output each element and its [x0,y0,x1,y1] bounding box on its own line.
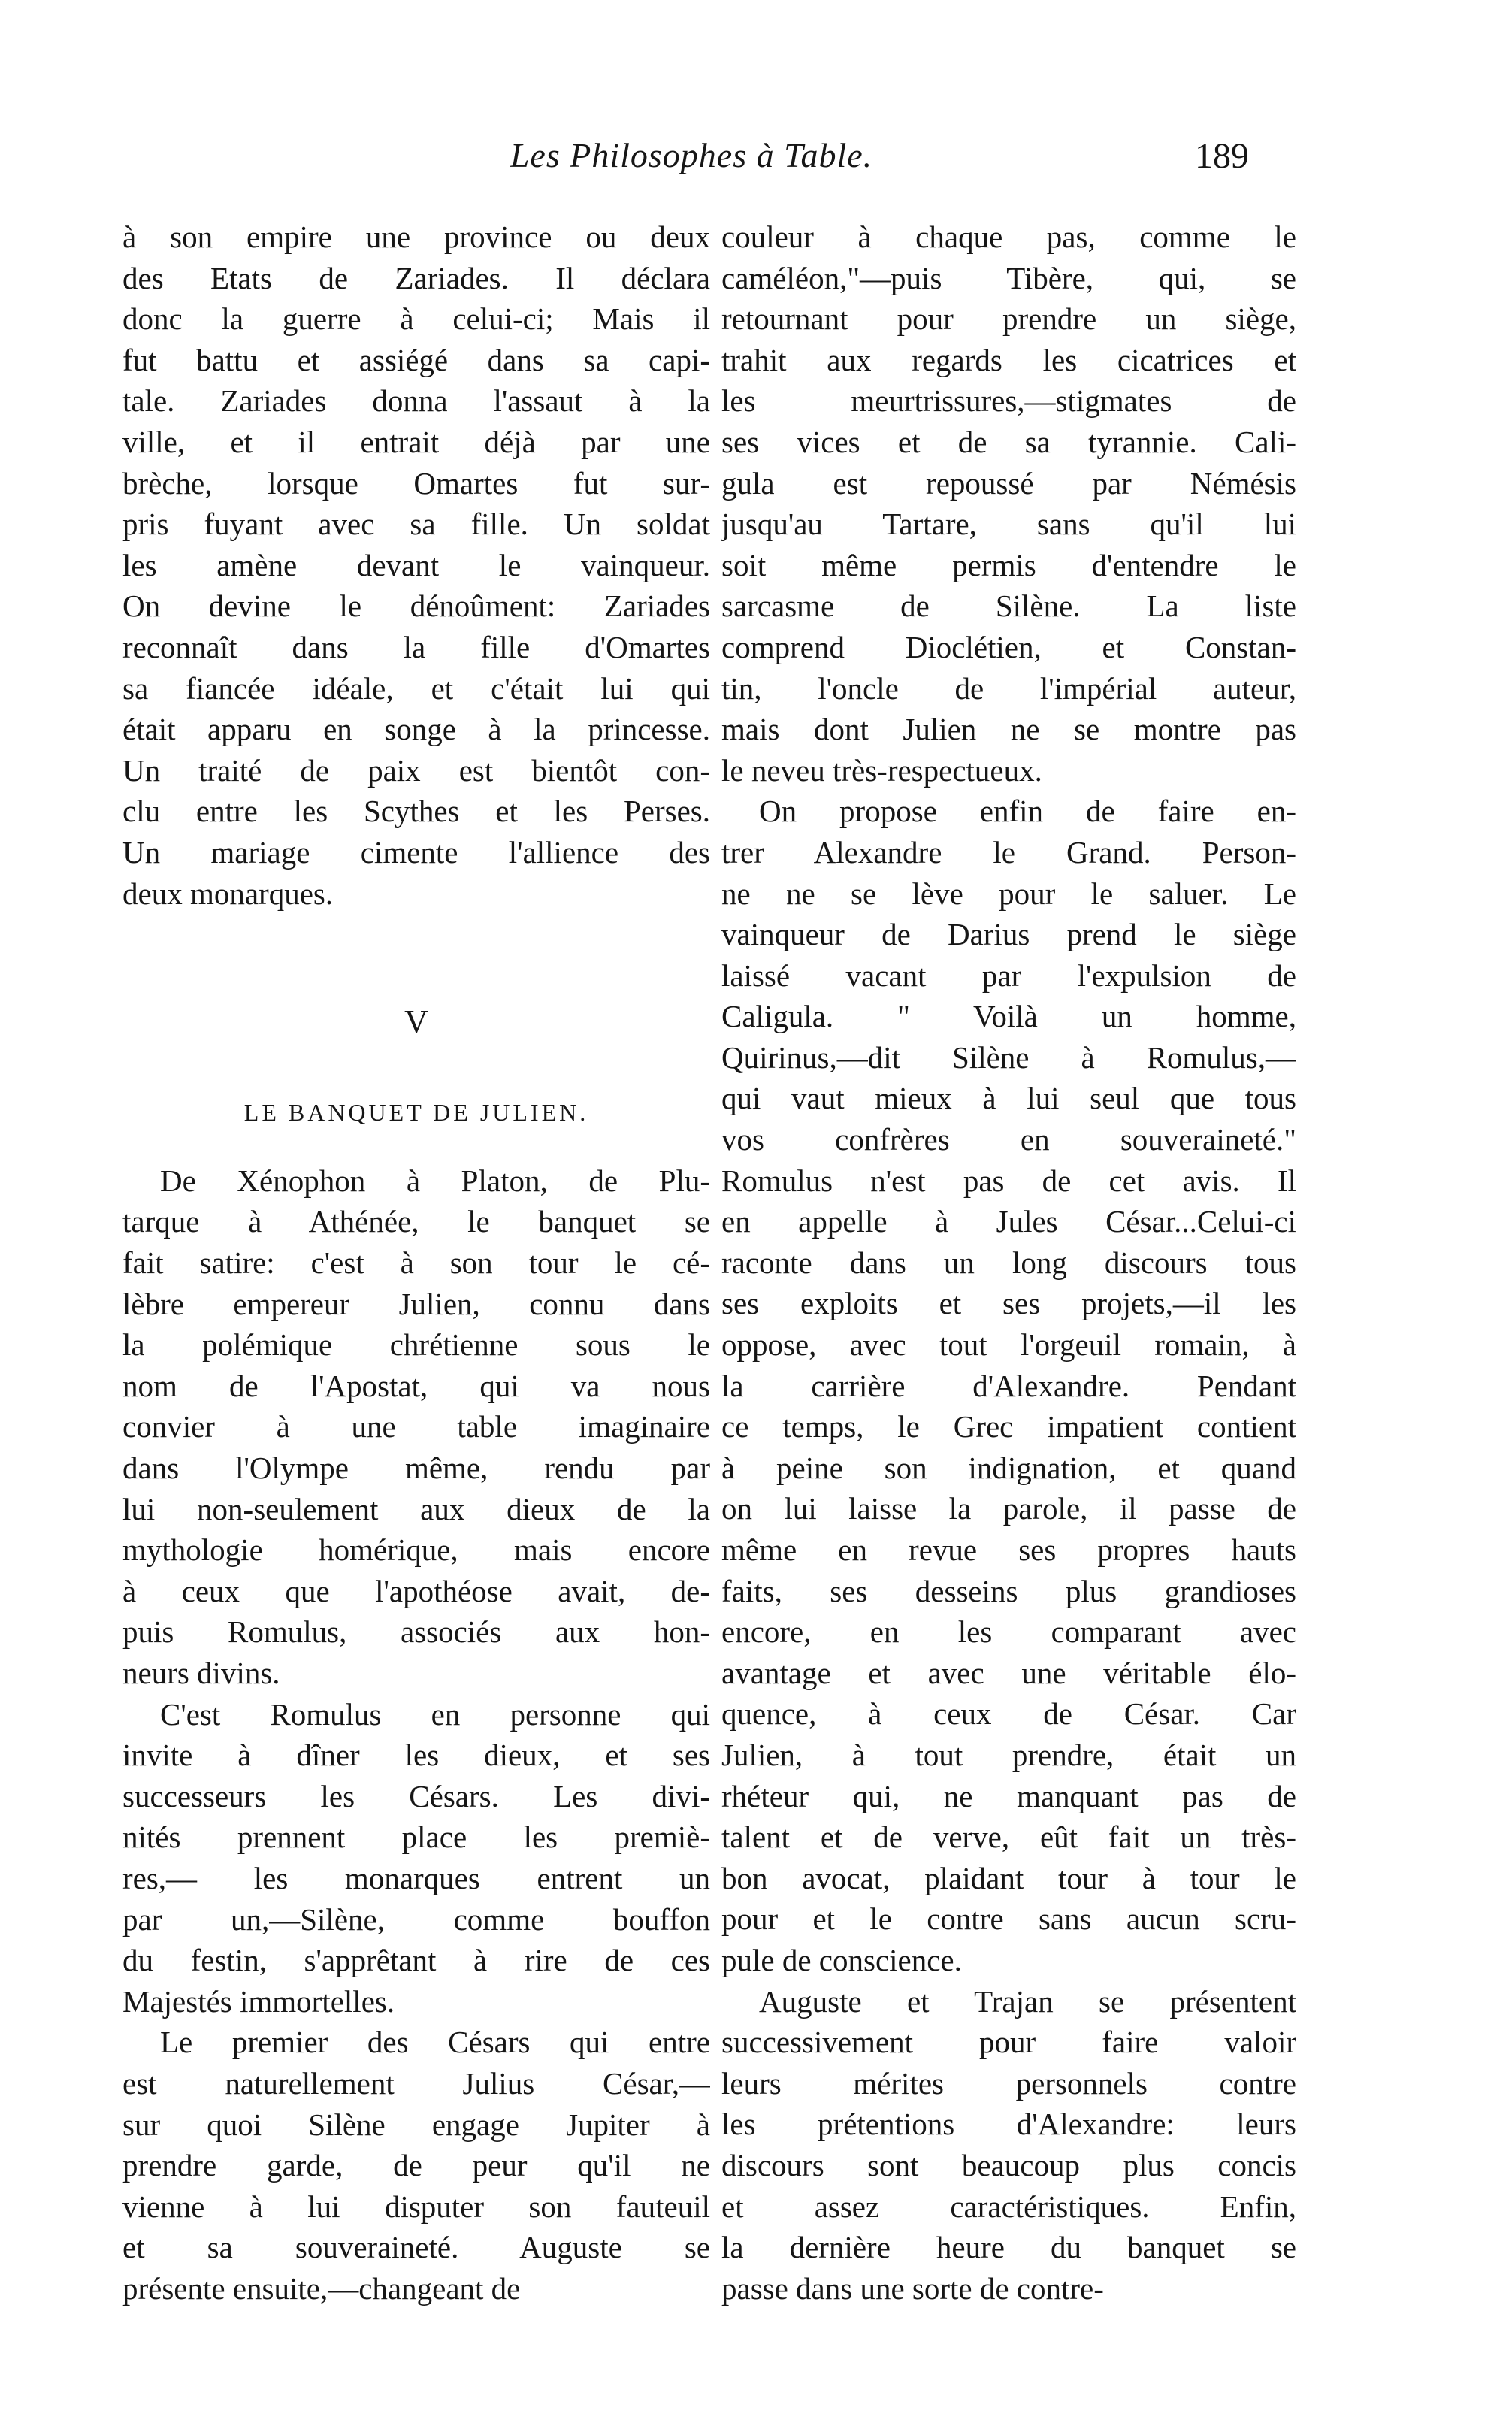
text-line: pour et le contre sans aucun scru- [721,1901,1296,1937]
paragraph [721,791,1296,1980]
text-line: soit même permis d'entendre le [721,547,1296,582]
text-line: à son empire une province ou deux [122,219,710,254]
text-line: puis Romulus, associés aux hon- [122,1614,710,1650]
text-line: est naturellement Julius César,— [122,2065,710,2101]
text-line: présente ensuite,—changeant de [122,2270,521,2306]
text-line: discours sont beaucoup plus concis [721,2147,1296,2183]
text-line: sur quoi Silène engage Jupiter à [122,2107,710,2142]
paragraph [122,2022,710,2309]
text-line: prendre garde, de peur qu'il ne [122,2148,710,2183]
text-line: Auguste et Trajan se présentent [759,1983,1296,2019]
spacer [122,914,710,955]
text-line: la dernière heure du banquet se [721,2230,1296,2265]
text-line: On propose enfin de faire en- [759,794,1296,829]
text-line: par un,—Silène, comme bouffon [122,1901,710,1937]
text-line: pris fuyant avec sa fille. Un soldat [122,507,710,542]
text-line: nom de l'Apostat, qui va nous [122,1368,710,1403]
text-line: en appelle à Jules César...Celui-ci [721,1204,1296,1239]
text-line: bon avocat, plaidant tour à tour le [721,1860,1296,1895]
text-line: deux monarques. [122,876,334,911]
text-line: mythologie homérique, mais encore [122,1532,710,1568]
text-line: reconnaît dans la fille d'Omartes [122,629,710,664]
text-line: Un mariage cimente l'allience des [122,834,710,870]
text-line: caméléon,"—puis Tibère, qui, se [721,260,1296,295]
text-line: raconte dans un long discours tous [721,1245,1296,1280]
page-number: 189 [1195,136,1249,176]
text-line: fut battu et assiégé dans sa capi- [122,342,710,377]
text-line: ce temps, le Grec impatient contient [721,1409,1296,1444]
text-line: laissé vacant par l'expulsion de [721,957,1296,993]
text-line: vainqueur de Darius prend le siège [721,917,1296,952]
text-line: tin, l'oncle de l'impérial auteur, [721,670,1296,706]
text-line: rhéteur qui, ne manquant pas de [721,1778,1296,1813]
text-line: trahit aux regards les cicatrices et [721,342,1296,377]
paragraph [122,216,710,914]
text-line: comprend Dioclétien, et Constan- [721,629,1296,664]
text-line: successivement pour faire valoir [721,2025,1296,2060]
text-line: la carrière d'Alexandre. Pendant [721,1368,1296,1403]
text-line: couleur à chaque pas, comme le [721,219,1296,254]
text-line: res,— les monarques entrent un [122,1860,710,1895]
text-line: Caligula. " Voilà un homme, [721,999,1296,1034]
text-line: qui vaut mieux à lui seul que tous [721,1081,1296,1116]
section-numeral: V [404,1003,428,1041]
text-line: le neveu très-respectueux. [721,752,1042,788]
text-line: mais dont Julien ne se montre pas [721,712,1296,747]
paragraph [721,1981,1296,2310]
right-column [721,216,1296,2309]
text-line: lui non-seulement aux dieux de la [122,1491,710,1526]
text-line: Un traité de paix est bientôt con- [122,752,710,788]
text-line: les prétentions d'Alexandre: leurs [721,2107,1296,2142]
paragraph [122,1694,710,2022]
text-line: des Etats de Zariades. Il déclara [122,260,710,295]
text-line: trer Alexandre le Grand. Person- [721,834,1296,870]
text-line: tarque à Athénée, le banquet se [122,1204,710,1239]
text-line: Julien, à tout prendre, était un [721,1737,1296,1772]
text-line: du festin, s'apprêtant à rire de ces [122,1943,710,1978]
text-line: était apparu en songe à la princesse. [122,712,710,747]
spacer [122,955,710,997]
paragraph [721,216,1296,791]
text-line: successeurs les Césars. Les divi- [122,1778,710,1813]
text-line: invite à dîner les dieux, et ses [122,1738,710,1773]
text-line: et assez caractéristiques. Enfin, [721,2189,1296,2224]
text-line: sarcasme de Silène. La liste [721,588,1296,624]
text-line: sa fiancée idéale, et c'était lui qui [122,670,710,706]
text-line: C'est Romulus en personne qui [160,1696,710,1732]
text-line: ne ne se lève pour le saluer. Le [721,876,1296,911]
text-line: talent et de verve, eût fait un très- [721,1820,1296,1855]
text-line: à peine son indignation, et quand [721,1450,1296,1485]
text-line: les meurtrissures,—stigmates de [721,383,1296,419]
spacer [122,1048,710,1090]
running-title: Les Philosophes à Table. [510,136,873,174]
text-line: Romulus n'est pas de cet avis. Il [721,1163,1296,1198]
text-line: Quirinus,—dit Silène à Romulus,— [721,1039,1296,1075]
text-line: vos confrères en souveraineté." [721,1122,1296,1157]
text-line: retournant pour prendre un siège, [721,301,1296,337]
paragraph [122,1160,710,1694]
text-line: passe dans une sorte de contre- [721,2270,1104,2306]
text-line: De Xénophon à Platon, de Plu- [160,1163,710,1198]
text-line: leurs mérites personnels contre [721,2065,1296,2101]
text-line: à ceux que l'apothéose avait, de- [122,1573,710,1608]
text-line: jusqu'au Tartare, sans qu'il lui [721,507,1296,542]
text-line: Le premier des Césars qui entre [160,2025,710,2060]
section-title: LE BANQUET DE JULIEN. [243,1098,589,1126]
text-line: même en revue ses propres hauts [721,1532,1296,1567]
text-line: quence, à ceux de César. Car [721,1696,1296,1732]
text-line: dans l'Olympe même, rendu par [122,1450,710,1486]
text-line: faits, ses desseins plus grandioses [721,1573,1296,1608]
text-line: On devine le dénoûment: Zariades [122,588,710,624]
text-line: tale. Zariades donna l'assaut à la [122,383,710,419]
left-column [122,216,710,2310]
text-line: la polémique chrétienne sous le [122,1327,710,1363]
text-line: neurs divins. [122,1656,280,1690]
text-line: Majestés immortelles. [122,1983,395,2019]
text-line: les amène devant le vainqueur. [122,547,710,582]
spacer [122,1135,710,1160]
text-line: ses vices et de sa tyrannie. Cali- [721,424,1296,459]
text-line: ville, et il entrait déjà par une [122,424,710,459]
text-line: gula est repoussé par Némésis [721,465,1296,501]
text-line: ses exploits et ses projets,—il les [721,1286,1296,1321]
text-line: brèche, lorsque Omartes fut sur- [122,465,710,501]
text-line: nités prennent place les premiè- [122,1820,710,1855]
text-line: avantage et avec une véritable élo- [721,1655,1296,1690]
text-line: clu entre les Scythes et les Perses. [122,794,710,829]
text-line: donc la guerre à celui-ci; Mais il [122,301,710,337]
text-line: lèbre empereur Julien, connu dans [122,1286,710,1321]
text-line: vienne à lui disputer son fauteuil [122,2189,710,2224]
text-line: encore, en les comparant avec [721,1614,1296,1650]
text-line: pule de conscience. [721,1942,962,1977]
text-line: oppose, avec tout l'orgeuil romain, à [721,1327,1296,1363]
text-line: convier à une table imaginaire [122,1409,710,1444]
text-line: fait satire: c'est à son tour le cé- [122,1245,710,1281]
text-line: on lui laisse la parole, il passe de [721,1491,1296,1526]
text-line: et sa souveraineté. Auguste se [122,2230,710,2265]
